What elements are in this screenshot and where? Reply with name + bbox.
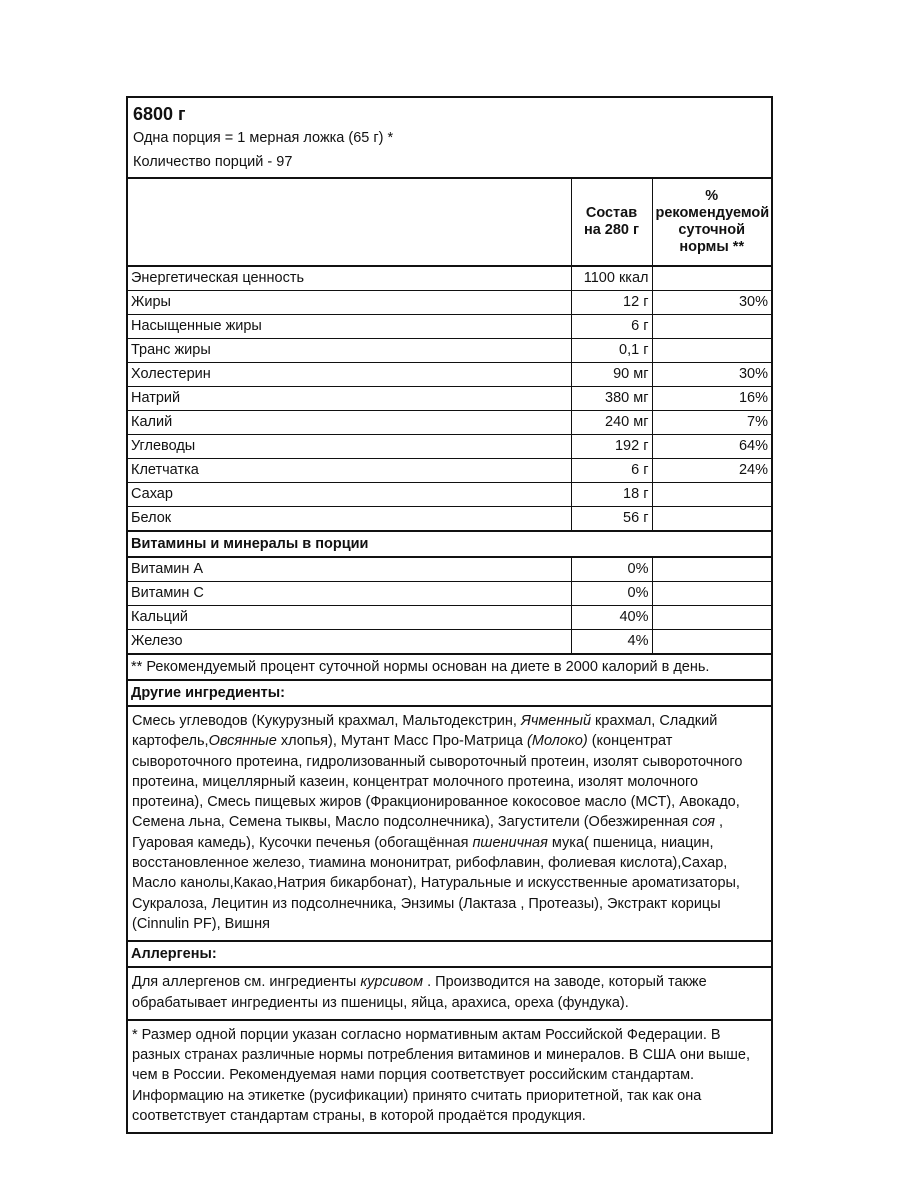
nutrient-daily-value: 24% [652, 459, 772, 483]
nutrient-amount: 12 г [571, 291, 652, 315]
nutrient-row [127, 387, 772, 411]
text-segment: крахмал, Сладкий картофель, [132, 713, 718, 750]
dv-header-line: рекомендуемой [655, 205, 770, 221]
text-segment: Для аллергенов см. ингредиенты [132, 974, 361, 991]
nutrient-row [127, 363, 772, 387]
serving-note-row [127, 1020, 772, 1133]
allergen-highlight: Овсянные [208, 733, 277, 750]
header-block [127, 97, 772, 178]
serving-size: Одна порция = 1 мерная ложка (65 г) * [133, 130, 394, 146]
nutrient-amount: 0% [571, 582, 652, 606]
nutrient-name: Витамин А [127, 557, 571, 582]
nutrient-amount: 56 г [571, 507, 652, 532]
amount-header-line: Состав [585, 205, 638, 221]
allergens-text [127, 967, 772, 1020]
nutrient-row [127, 266, 772, 291]
nutrient-daily-value: 7% [652, 411, 772, 435]
nutrient-name: Кальций [127, 606, 571, 630]
nutrient-row [127, 630, 772, 655]
nutrient-name: Клетчатка [127, 459, 571, 483]
amount-header-line: на 280 г [583, 222, 640, 238]
nutrient-daily-value [652, 582, 772, 606]
daily-value-footnote-row [127, 654, 772, 680]
nutrient-daily-value [652, 339, 772, 363]
nutrition-facts-table [126, 96, 773, 1134]
nutrient-row [127, 411, 772, 435]
allergen-highlight: пшеничная [472, 834, 548, 851]
nutrient-daily-value: 64% [652, 435, 772, 459]
nutrient-name: Холестерин [127, 363, 571, 387]
nutrient-amount: 18 г [571, 483, 652, 507]
nutrient-row [127, 435, 772, 459]
nutrient-amount: 40% [571, 606, 652, 630]
allergen-highlight: Ячменный [520, 713, 592, 729]
allergens-text-row [127, 967, 772, 1020]
nutrient-daily-value [652, 507, 772, 532]
column-header-amount [571, 178, 652, 266]
nutrient-name: Углеводы [127, 435, 571, 459]
nutrient-amount: 240 мг [571, 411, 652, 435]
nutrient-daily-value [652, 630, 772, 655]
allergens-title: Аллергены: [127, 941, 772, 967]
serving-note-line: Информацию на этикетке (русификации) принято считать приоритетной, так как она соответствует стандартам страны, в которой продаётся продукция. [132, 1087, 702, 1125]
nutrient-name: Железо [127, 630, 571, 655]
nutrient-name: Насыщенные жиры [127, 315, 571, 339]
nutrient-daily-value [652, 315, 772, 339]
text-segment: , Гуаровая камедь), Кусочки печенья (обогащённая [132, 814, 724, 851]
ingredients-text-row [127, 706, 772, 941]
text-segment: хлопья), Мутант Масс Про-Матрица [276, 733, 528, 750]
nutrient-amount: 380 мг [571, 387, 652, 411]
text-segment: (концентрат сывороточного протеина, гидролизованный сывороточный протеин, изолят сывороточного протеина, мицеллярный казеин, концентрат молочного протеина, изолят молочного протеина), Смесь пищевых жиров (Фракционированное кокосовое масло (МСТ), Авокадо, Семена льна, Семена тыквы, Масло подсолнечника), Загустители (Обезжиренная [132, 733, 743, 831]
nutrient-name: Жиры [127, 291, 571, 315]
net-weight: 6800 г [133, 104, 186, 124]
vitamins-section-title: Витамины и минералы в порции [127, 531, 772, 557]
header-block-row [127, 97, 772, 178]
nutrient-amount: 90 мг [571, 363, 652, 387]
allergen-highlight: курсивом [360, 974, 424, 991]
nutrient-daily-value [652, 606, 772, 630]
nutrient-name: Сахар [127, 483, 571, 507]
ingredients-text [127, 706, 772, 941]
nutrient-row [127, 459, 772, 483]
text-segment: Смесь углеводов (Кукурузный крахмал, Мальтодекстрин, [132, 713, 521, 729]
ingredients-title: Другие ингредиенты: [127, 680, 772, 706]
nutrient-name: Энергетическая ценность [127, 266, 571, 291]
nutrient-name: Транс жиры [127, 339, 571, 363]
ingredients-title-row [127, 680, 772, 706]
nutrient-row [127, 582, 772, 606]
allergen-highlight: (Молоко) [527, 733, 588, 750]
nutrient-name: Натрий [127, 387, 571, 411]
text-segment: . Производится на заводе, который также обрабатывает ингредиенты из пшеницы, яйца, арахиса, ореха (фундука). [132, 974, 707, 1011]
nutrient-amount: 4% [571, 630, 652, 655]
allergen-highlight: соя [692, 814, 716, 831]
nutrient-amount: 6 г [571, 315, 652, 339]
nutrient-row [127, 507, 772, 532]
nutrient-row [127, 315, 772, 339]
column-header-dv [652, 178, 772, 266]
serving-note-line: * Размер одной порции указан согласно нормативным актам Российской Федерации. В разных странах различные нормы потребления витаминов и минералов. В США они выше, чем в России. Рекомендуемая нами порция соответствует российским стандартам. [132, 1026, 750, 1084]
nutrient-row [127, 606, 772, 630]
allergens-title-row [127, 941, 772, 967]
nutrient-name: Витамин С [127, 582, 571, 606]
nutrient-row [127, 483, 772, 507]
dv-header-line: суточной [678, 222, 746, 238]
nutrient-daily-value [652, 557, 772, 582]
nutrient-daily-value [652, 483, 772, 507]
daily-value-footnote: ** Рекомендуемый процент суточной нормы основан на диете в 2000 калорий в день. [127, 654, 772, 680]
nutrient-name: Белок [127, 507, 571, 532]
nutrient-amount: 0% [571, 557, 652, 582]
nutrient-amount: 6 г [571, 459, 652, 483]
serving-note [127, 1020, 772, 1133]
nutrient-daily-value: 30% [652, 291, 772, 315]
nutrient-amount: 192 г [571, 435, 652, 459]
dv-header-line: % [705, 188, 719, 204]
nutrient-row [127, 557, 772, 582]
dv-header-line: нормы ** [679, 239, 745, 255]
text-segment: мука( пшеница, ниацин, восстановленное железо, тиамина мононитрат, рибофлавин, фолиевая кислота),Сахар, Масло канолы,Какао,Натрия бикарбонат), Натуральные и искусственные ароматизаторы, Сукралоза, Лецитин из подсолнечника, Энзимы (Лактаза , Протеазы), Экстракт корицы (Cinnulin PF), Вишня [132, 834, 740, 932]
column-header-name [127, 178, 571, 266]
nutrient-daily-value [652, 266, 772, 291]
nutrient-name: Калий [127, 411, 571, 435]
nutrient-row [127, 291, 772, 315]
nutrient-daily-value: 30% [652, 363, 772, 387]
nutrient-daily-value: 16% [652, 387, 772, 411]
vitamins-section-title-row [127, 531, 772, 557]
nutrient-amount: 0,1 г [571, 339, 652, 363]
nutrient-amount: 1100 ккал [571, 266, 652, 291]
column-header-row [127, 178, 772, 266]
nutrient-row [127, 339, 772, 363]
servings-count: Количество порций - 97 [133, 154, 293, 170]
